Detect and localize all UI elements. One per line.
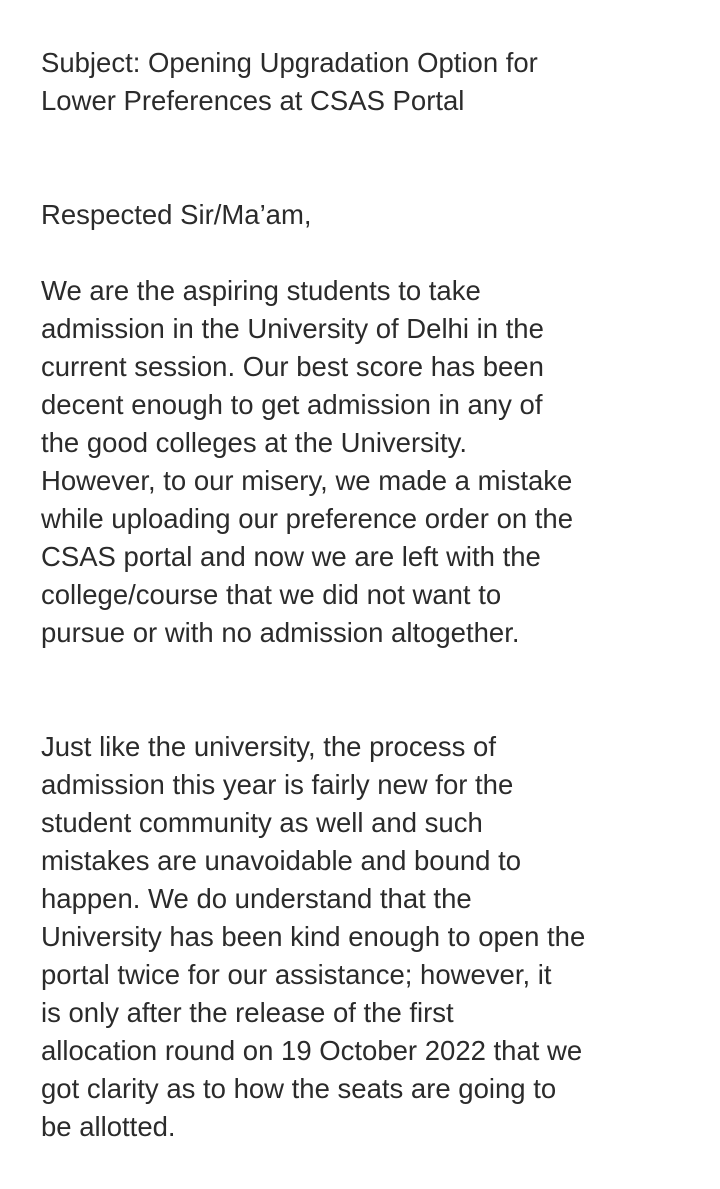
paragraph-line: We are the aspiring students to take xyxy=(41,275,481,306)
salutation-text: Respected Sir/Ma’am, xyxy=(41,199,312,230)
paragraph-line: pursue or with no admission altogether. xyxy=(41,617,520,648)
paragraph-line: allocation round on 19 October 2022 that we xyxy=(41,1035,583,1066)
paragraph-line: college/course that we did not want to xyxy=(41,579,502,610)
letter-subject xyxy=(41,44,701,120)
paragraph-line: However, to our misery, we made a mistake xyxy=(41,465,573,496)
letter-salutation xyxy=(41,196,701,234)
paragraph-line: is only after the release of the first xyxy=(41,997,454,1028)
paragraph-line: University has been kind enough to open the xyxy=(41,921,586,952)
letter-paragraph-2 xyxy=(41,728,701,1146)
subject-line: Subject: Opening Upgradation Option for xyxy=(41,47,538,78)
paragraph-line: the good colleges at the University. xyxy=(41,427,467,458)
letter-document xyxy=(41,44,701,1146)
paragraph-line: admission this year is fairly new for the xyxy=(41,769,514,800)
subject-line: Lower Preferences at CSAS Portal xyxy=(41,85,465,116)
paragraph-line: portal twice for our assistance; however, it xyxy=(41,959,552,990)
paragraph-line: happen. We do understand that the xyxy=(41,883,472,914)
paragraph-line: while uploading our preference order on the xyxy=(41,503,574,534)
paragraph-line: got clarity as to how the seats are going to xyxy=(41,1073,557,1104)
paragraph-line: be allotted. xyxy=(41,1111,176,1142)
paragraph-line: CSAS portal and now we are left with the xyxy=(41,541,541,572)
paragraph-line: mistakes are unavoidable and bound to xyxy=(41,845,522,876)
letter-paragraph-1 xyxy=(41,272,701,652)
paragraph-line: decent enough to get admission in any of xyxy=(41,389,543,420)
paragraph-line: Just like the university, the process of xyxy=(41,731,496,762)
paragraph-line: current session. Our best score has been xyxy=(41,351,544,382)
paragraph-line: student community as well and such xyxy=(41,807,483,838)
paragraph-line: admission in the University of Delhi in the xyxy=(41,313,544,344)
